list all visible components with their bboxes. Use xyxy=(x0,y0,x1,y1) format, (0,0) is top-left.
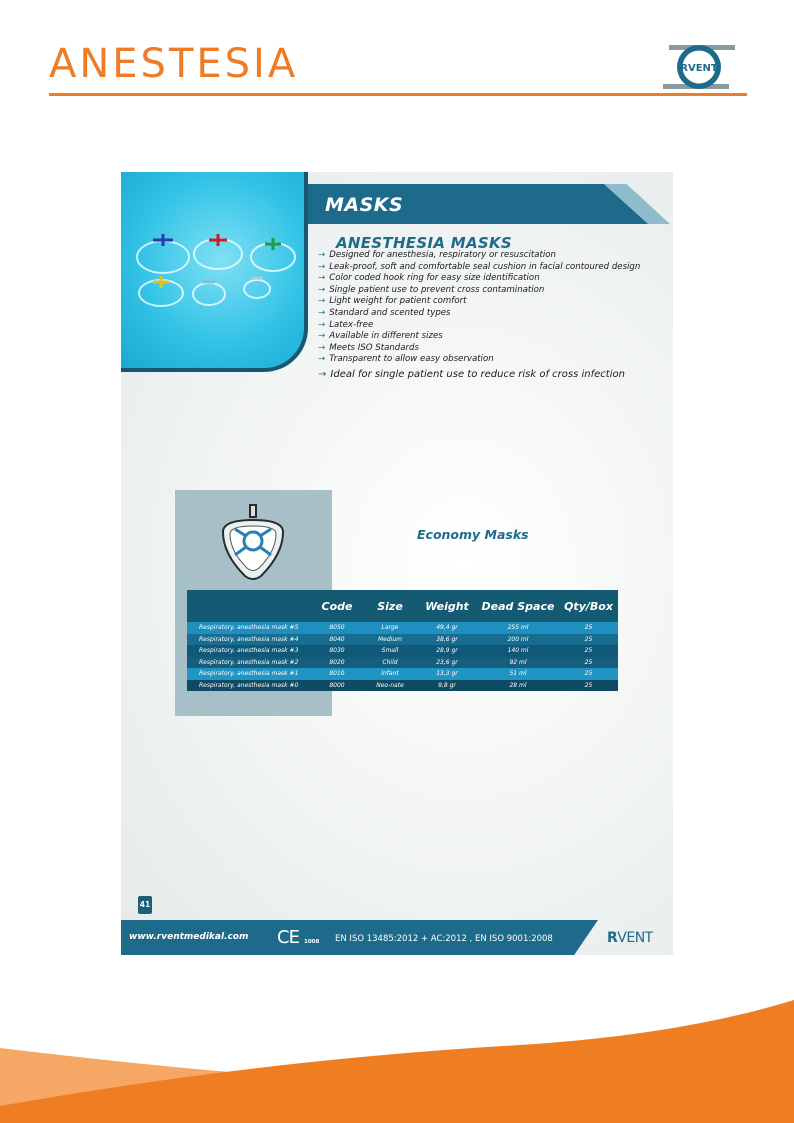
dead-space-cell: 140 ml xyxy=(477,645,559,657)
page-number: 41 xyxy=(138,896,152,914)
weight-cell: 38,6 gr xyxy=(417,634,477,646)
feature-item: → Light weight for patient comfort xyxy=(318,296,467,307)
dead-space-cell: 28 ml xyxy=(477,680,559,692)
feature-item: → Standard and scented types xyxy=(318,307,451,318)
dead-space-cell: 92 ml xyxy=(477,657,559,669)
feature-item: → Color coded hook ring for easy size identification xyxy=(318,273,540,284)
column-header: Weight xyxy=(417,590,477,622)
qty-cell: 25 xyxy=(559,622,618,634)
qty-cell: 25 xyxy=(559,668,618,680)
product-name-cell: Respiratory, anesthesia mask #0 xyxy=(187,680,311,692)
column-header: Qty/Box xyxy=(559,590,618,622)
product-name-cell: Respiratory, anesthesia mask #4 xyxy=(187,634,311,646)
iso-certification: EN ISO 13485:2012 + AC:2012 , EN ISO 9001:2008 xyxy=(335,934,553,944)
feature-item: → Transparent to allow easy observation xyxy=(318,354,494,365)
arrow-right-icon: → xyxy=(318,273,326,284)
feature-item: → Latex-free xyxy=(318,319,374,330)
qty-cell: 25 xyxy=(559,657,618,669)
economy-masks-title: Economy Masks xyxy=(417,527,529,542)
size-cell: Infant xyxy=(363,668,417,680)
column-header: Code xyxy=(311,590,363,622)
product-name-cell: Respiratory, anesthesia mask #5 xyxy=(187,622,311,634)
code-cell: 8000 xyxy=(311,680,363,692)
dead-space-cell: 51 ml xyxy=(477,668,559,680)
footer-brand-logo: RVENT xyxy=(607,930,653,946)
size-cell: Small xyxy=(363,645,417,657)
page-title: ANESTESIA xyxy=(49,41,299,87)
footer-url: www.rventmedikal.com xyxy=(129,932,249,942)
column-header: Dead Space xyxy=(477,590,559,622)
dead-space-cell: 255 ml xyxy=(477,622,559,634)
feature-item: → Designed for anesthesia, respiratory or resuscitation xyxy=(318,250,556,260)
weight-cell: 23,6 gr xyxy=(417,657,477,669)
size-cell: Large xyxy=(363,622,417,634)
arrow-right-icon: → xyxy=(318,261,326,272)
weight-cell: 13,3 gr xyxy=(417,668,477,680)
size-cell: Medium xyxy=(363,634,417,646)
ce-mark-icon: CE xyxy=(277,927,299,948)
product-name-cell: Respiratory, anesthesia mask #1 xyxy=(187,668,311,680)
banner-title: MASKS xyxy=(325,194,404,216)
arrow-right-icon: → xyxy=(318,354,326,365)
feature-item: → Leak-proof, soft and comfortable seal cushion in facial contoured design xyxy=(318,261,641,272)
ce-notified-body-number: 1008 xyxy=(304,939,320,945)
arrow-right-icon: → xyxy=(318,319,326,330)
feature-item: → Single patient use to prevent cross contamination xyxy=(318,284,545,295)
qty-cell: 25 xyxy=(559,634,618,646)
arrow-right-icon: → xyxy=(318,284,326,295)
weight-cell: 9,8 gr xyxy=(417,680,477,692)
code-cell: 8040 xyxy=(311,634,363,646)
product-name-cell: Respiratory, anesthesia mask #2 xyxy=(187,657,311,669)
weight-cell: 28,9 gr xyxy=(417,645,477,657)
code-cell: 8010 xyxy=(311,668,363,680)
product-name-cell: Respiratory, anesthesia mask #3 xyxy=(187,645,311,657)
size-cell: Neo-nate xyxy=(363,680,417,692)
section-title: ANESTHESIA MASKS xyxy=(336,234,513,252)
feature-item: → Ideal for single patient use to reduce risk of cross infection xyxy=(318,368,625,380)
dead-space-cell: 200 ml xyxy=(477,634,559,646)
arrow-right-icon: → xyxy=(318,307,326,318)
feature-item: → Available in different sizes xyxy=(318,331,443,342)
arrow-right-icon: → xyxy=(318,250,326,260)
feature-item: → Meets ISO Standards xyxy=(318,342,419,353)
arrow-right-icon: → xyxy=(318,342,326,353)
logo-text: RVENT xyxy=(680,63,718,74)
weight-cell: 49,4 gr xyxy=(417,622,477,634)
code-cell: 8030 xyxy=(311,645,363,657)
arrow-right-icon: → xyxy=(318,296,326,307)
column-header: Size xyxy=(363,590,417,622)
size-cell: Child xyxy=(363,657,417,669)
qty-cell: 25 xyxy=(559,645,618,657)
qty-cell: 25 xyxy=(559,680,618,692)
arrow-right-icon: → xyxy=(318,331,326,342)
code-cell: 8020 xyxy=(311,657,363,669)
arrow-right-icon: → xyxy=(318,368,327,380)
code-cell: 8050 xyxy=(311,622,363,634)
